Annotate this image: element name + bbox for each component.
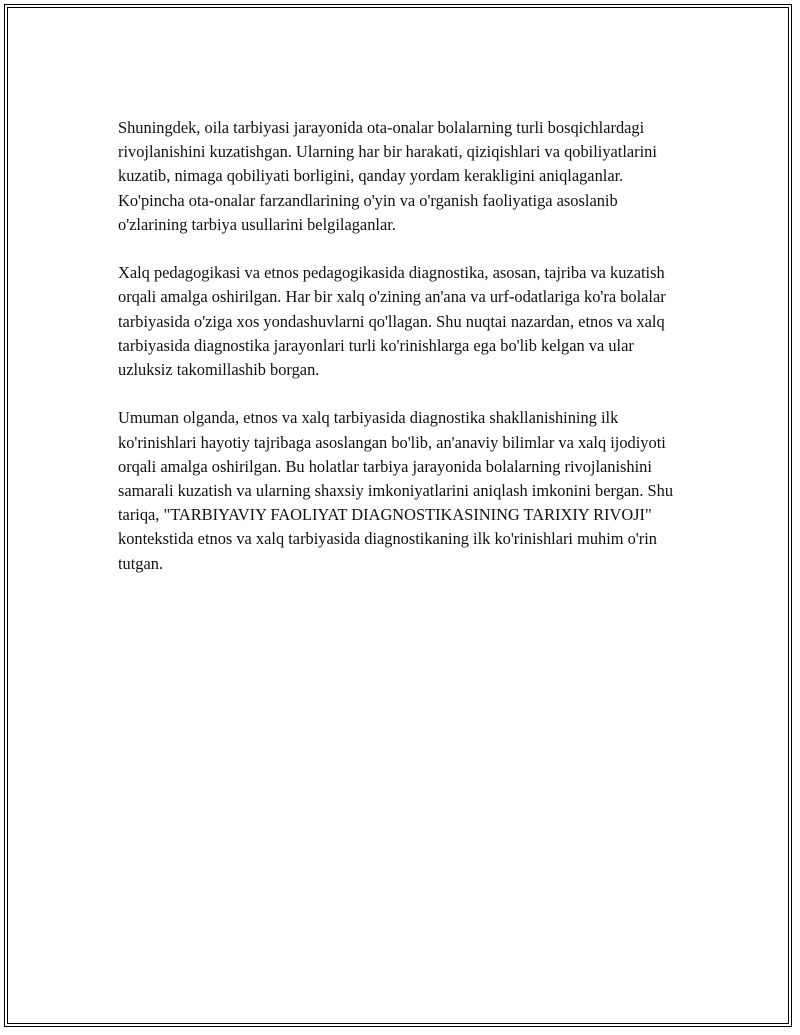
paragraph-3: Umuman olganda, etnos va xalq tarbiyasida diagnostika shakllanishining ilk ko'rinishlari hayotiy tajribaga asoslangan bo'lib, an'anaviy bilimlar va xalq ijodiyoti orqali amalga oshirilgan. Bu holatlar tarbiya jarayonida bolalarning rivojlanishini samarali kuzatish va ularning shaxsiy imkoniyatlarini aniqlash imkonini bergan. Shu tariqa, "TARBIYAVIY FAOLIYAT DIAGNOSTIKASINING TARIXIY RIVOJI" kontekstida etnos va xalq tarbiyasida diagnostikaning ilk ko'rinishlari muhim o'rin tutgan.	[118, 408, 674, 573]
paragraph-1: Shuningdek, oila tarbiyasi jarayonida ota-onalar bolalarning turli bosqichlardagi rivojlanishini kuzatishgan. Ularning har bir harakati, qiziqishlari va qobiliyatlarini kuzatib, nimaga qobiliyati borligini, qanday yordam kerakligini aniqlaganlar. Ko'pincha ota-onalar farzandlarining o'yin va o'rganish faoliyatiga asoslanib o'zlarining tarbiya usullarini belgilaganlar.	[118, 118, 657, 234]
paragraph-2: Xalq pedagogikasi va etnos pedagogikasida diagnostika, asosan, tajriba va kuzatish orqali amalga oshirilgan. Har bir xalq o'zining an'ana va urf-odatlariga ko'ra bolalar tarbiyasida o'ziga xos yondashuvlarni qo'llagan. Shu nuqtai nazardan, etnos va xalq tarbiyasida diagnostika jarayonlari turli ko'rinishlarga ega bo'lib kelgan va ular uzluksiz takomillashib borgan.	[118, 263, 666, 380]
document-body	[118, 116, 684, 600]
